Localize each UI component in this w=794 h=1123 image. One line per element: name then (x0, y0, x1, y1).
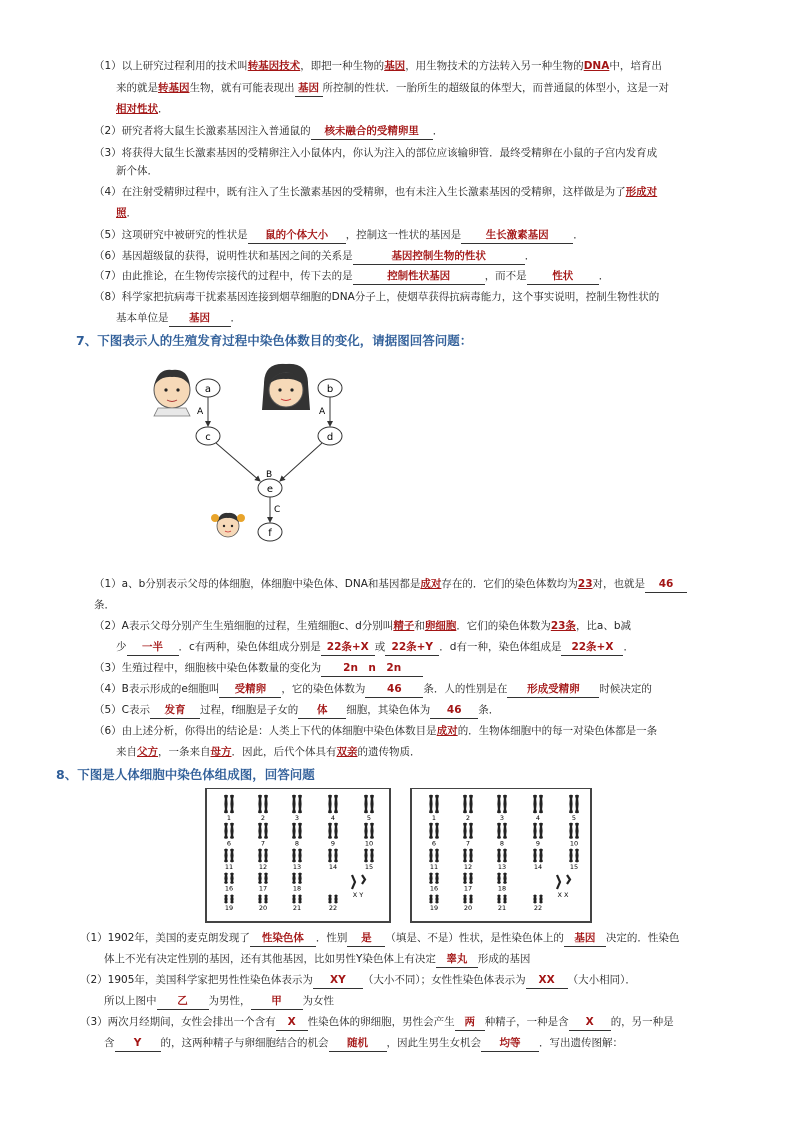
chromosome-number: 20 (258, 904, 268, 912)
s1-q8-line2: 基本单位是 基因 ． (116, 310, 241, 327)
edge-label-A1: A (197, 407, 204, 417)
chromosome (231, 823, 233, 839)
sex-chromosome (567, 875, 570, 884)
chromosome-pair (293, 895, 301, 912)
chromosome (225, 823, 227, 839)
s1-q1-line1: （1）以上研究过程利用的技术叫转基因技术，即把一种生物的基因，用生物技术的方法转入另一种生物的DNA中，培育出 (94, 60, 662, 72)
chromosome-number: 1 (431, 814, 437, 822)
answer: 精子 (393, 620, 415, 632)
answer: 成对 (420, 578, 442, 590)
chromosome-pair (293, 873, 301, 893)
chromosome (576, 795, 578, 813)
chromosome (436, 873, 438, 884)
answer-blank: 形成受精卵 (507, 681, 599, 698)
chromosome (265, 849, 267, 862)
chromosome (265, 895, 267, 903)
chromosome-number: 17 (258, 884, 268, 893)
sex-chromosome-label: X Y (352, 891, 364, 899)
chromosome-pair (430, 795, 438, 822)
answer-blank: X (276, 1014, 308, 1031)
answer-blank: 是 (347, 930, 385, 947)
chromosome (576, 849, 578, 862)
answer: 转基因技术 (247, 60, 301, 72)
chromosome-number: 3 (499, 814, 505, 822)
chromosome-pair (498, 895, 506, 912)
chromosome-pair (430, 873, 438, 893)
s1-q4-line1: （4）在注射受精卵过程中，既有注入了生长激素基因的受精卵，也有未注入生长激素基因的受精卵，这样做是为了形成对 (94, 186, 658, 198)
chromosome-pair (259, 895, 267, 912)
chromosome-number: 6 (226, 839, 232, 848)
chromosome (504, 873, 506, 884)
answer-blank: 生长激素基因 (461, 227, 573, 244)
chromosome (299, 795, 301, 813)
section-8-title: 8、下图是人体细胞中染色体组成图，回答问题 (56, 767, 315, 782)
s8-q3-line2: 含 Y 的，这两种精子与卵细胞结合的机会 随机 ，因此生男生女机会 均等 ．写出遗传图解： (104, 1035, 623, 1052)
chromosome (430, 849, 432, 862)
chromosome (470, 823, 472, 839)
chromosome-number: 2 (260, 814, 266, 822)
chromosome-pair (293, 849, 301, 871)
chromosome-pair (225, 795, 233, 822)
chromosome-number: 18 (497, 884, 507, 893)
chromosome (265, 873, 267, 884)
chromosome (293, 895, 295, 903)
chromosome (259, 895, 261, 903)
chromosome (299, 873, 301, 884)
node-f-label: f (268, 528, 272, 539)
chromosome (504, 849, 506, 862)
chromosome-pair (329, 849, 337, 871)
chromosome (534, 849, 536, 862)
chromosome (371, 823, 373, 839)
chromosome-number: 17 (463, 884, 473, 893)
sex-chromosome (557, 875, 560, 889)
chromosome (259, 823, 261, 839)
chromosome (498, 795, 500, 813)
chromosome (293, 849, 295, 862)
chromosome-number: 12 (463, 863, 473, 871)
answer-blank: 2n n 2n (321, 660, 423, 677)
chromosome-pair (225, 823, 233, 848)
chromosome (430, 795, 432, 813)
chromosome (540, 895, 542, 903)
chromosome (365, 795, 367, 813)
chromosome (329, 895, 331, 903)
answer: 成对 (436, 725, 458, 737)
answer-blank: 22条+Y (385, 639, 439, 656)
chromosome (365, 823, 367, 839)
answer: 母方 (210, 746, 232, 758)
chromosome (576, 823, 578, 839)
chromosome (430, 895, 432, 903)
answer: 23条 (550, 620, 576, 632)
karyotype-right (410, 788, 592, 923)
node-d-label: d (326, 432, 334, 443)
s8-q2-line1: （2）1905年，美国科学家把男性性染色体表示为 XY （大小不同）；女性性染色体表示为 XX （大小相同）． (80, 972, 636, 989)
child-face-icon (211, 513, 245, 537)
chromosome (293, 873, 295, 884)
chromosome (335, 895, 337, 903)
chromosome-number: 11 (224, 863, 234, 871)
sex-chromosomes (352, 875, 365, 899)
s1-q7: （7）由此推论，在生物传宗接代的过程中，传下去的是 控制性状基因 ，而不是 性状 ． (94, 268, 609, 285)
chromosome-number: 5 (366, 814, 372, 822)
chromosome-pair (570, 849, 578, 871)
answer-blank: 22条+X (561, 639, 623, 656)
edge-label-B: B (266, 470, 273, 480)
chromosome (231, 795, 233, 813)
s7-q6-line1: （6）由上述分析，你得出的结论是：人类上下代的体细胞中染色体数目是成对的．生物体细胞中的每一对染色体都是一条 (94, 725, 658, 737)
chromosome (335, 849, 337, 862)
chromosome (498, 823, 500, 839)
s7-q4: （4）B表示形成的e细胞叫 受精卵 ，它的染色体数为 46 条．人的性别是在 形成受精卵 时候决定的 (94, 681, 652, 698)
s1-q5: （5）这项研究中被研究的性状是 鼠的个体大小 ，控制这一性状的基因是 生长激素基因 ． (94, 227, 584, 244)
answer-blank: 核未融合的受精卵里 (311, 123, 433, 140)
chromosome-number: 14 (533, 863, 543, 871)
chromosome-pair (430, 823, 438, 848)
chromosome-pair (570, 795, 578, 822)
answer-blank: 甲 (251, 993, 303, 1010)
chromosome (436, 823, 438, 839)
chromosome (299, 895, 301, 903)
chromosome-number: 18 (292, 884, 302, 893)
chromosome-number: 10 (569, 839, 579, 848)
edge-label-C: C (274, 505, 281, 515)
answer-blank: 均等 (481, 1035, 539, 1052)
chromosome (299, 849, 301, 862)
chromosome (498, 849, 500, 862)
s7-q1-line2: 条． (94, 599, 115, 611)
chromosome-pair (259, 795, 267, 822)
chromosome (259, 795, 261, 813)
chromosome-number: 4 (535, 814, 541, 822)
chromosome-pair (464, 823, 472, 848)
chromosome-pair (225, 895, 233, 912)
chromosome-number: 15 (569, 863, 579, 871)
answer: 23 (577, 578, 593, 590)
mother-face-icon (262, 364, 310, 410)
chromosome (570, 823, 572, 839)
s7-q1-line1: （1）a、b分别表示父母的体细胞，体细胞中染色体、DNA和基因都是成对存在的．它们的染色体数均为23对，也就是 46 (94, 576, 687, 593)
chromosome-number: 7 (260, 839, 266, 848)
s7-q2-line2: 少 一半 ．c有两种，染色体组成分别是 22条+X 或 22条+Y ．d有一种，染色体组成是 22条+X ． (116, 639, 634, 656)
answer-blank: 性染色体 (250, 930, 316, 947)
node-e-label: e (266, 484, 274, 495)
answer-blank: 46 (365, 681, 423, 698)
chromosome (329, 795, 331, 813)
chromosome (464, 873, 466, 884)
answer-blank: 随机 (329, 1035, 387, 1052)
answer: 基因 (384, 60, 406, 72)
reproduction-diagram (140, 362, 380, 548)
answer: 卵细胞 (424, 620, 457, 632)
answer-blank: X (569, 1014, 611, 1031)
chromosome (329, 823, 331, 839)
chromosome-pair (534, 895, 542, 912)
chromosome-pair (225, 849, 233, 871)
answer-blank: 46 (645, 576, 687, 593)
answer-blank: 46 (430, 702, 478, 719)
chromosome (231, 895, 233, 903)
chromosome-number: 5 (571, 814, 577, 822)
s7-q3: （3）生殖过程中，细胞核中染色体数量的变化为 2n n 2n (94, 660, 423, 677)
section-7-title: 7、下图表示人的生殖发育过程中染色体数目的变化，请据图回答问题： (76, 333, 473, 348)
chromosome-pair (259, 823, 267, 848)
chromosome-pair (534, 849, 542, 871)
chromosome (534, 795, 536, 813)
chromosome (464, 823, 466, 839)
answer: DNA (583, 60, 610, 72)
chromosome-number: 3 (294, 814, 300, 822)
chromosome-pair (329, 895, 337, 912)
chromosome-number: 15 (364, 863, 374, 871)
s1-q4-line2: 照． (116, 207, 137, 219)
chromosome-pair (464, 895, 472, 912)
chromosome-pair (534, 823, 542, 848)
chromosome-pair (498, 849, 506, 871)
chromosome (265, 795, 267, 813)
chromosome-number: 13 (292, 863, 302, 871)
chromosome (470, 873, 472, 884)
chromosome (436, 895, 438, 903)
s1-q2: （2）研究者将大鼠生长激素基因注入普通鼠的 核未融合的受精卵里 ． (94, 123, 443, 140)
chromosome-number: 19 (429, 904, 439, 912)
chromosome (430, 873, 432, 884)
chromosome-pair (329, 795, 337, 822)
sex-chromosomes (557, 875, 570, 899)
answer-blank: 鼠的个体大小 (248, 227, 346, 244)
answer-blank: 发育 (150, 702, 200, 719)
chromosome-pair (464, 795, 472, 822)
chromosome-number: 13 (497, 863, 507, 871)
s1-q3-line1: （3）将获得大鼠生长激素基因的受精卵注入小鼠体内，你认为注入的部位应该输卵管．最终受精卵在小鼠的子宫内发育成 (94, 147, 658, 159)
chromosome-pair (365, 823, 373, 848)
s8-q3-line1: （3）两次月经期间，女性会排出一个含有 X 性染色体的卵细胞，男性会产生 两 种精子，一种是含 X 的，另一种是 (80, 1014, 674, 1031)
chromosome-number: 14 (328, 863, 338, 871)
chromosome-number: 22 (328, 904, 338, 912)
chromosome-pair (464, 873, 472, 893)
s8-q1-line2: 体上不光有决定性别的基因，还有其他基因，比如男性Y染色体上有决定 睾丸 形成的基因 (104, 951, 530, 968)
answer-blank: 体 (298, 702, 346, 719)
chromosome-number: 6 (431, 839, 437, 848)
chromosome-number: 1 (226, 814, 232, 822)
chromosome (225, 895, 227, 903)
sex-chromosome (362, 875, 365, 884)
chromosome-number: 20 (463, 904, 473, 912)
chromosome (259, 849, 261, 862)
chromosome (464, 895, 466, 903)
s1-q8-line1: （8）科学家把抗病毒干扰素基因连接到烟草细胞的DNA分子上，使烟草获得抗病毒能力，这个事实说明，控制生物性状的 (94, 291, 660, 303)
chromosome (265, 823, 267, 839)
chromosome-pair (365, 795, 373, 822)
chromosome-number: 11 (429, 863, 439, 871)
chromosome-number: 7 (465, 839, 471, 848)
chromosome (504, 895, 506, 903)
chromosome (464, 795, 466, 813)
s7-q5: （5）C表示 发育 过程，f细胞是子女的 体 细胞，其染色体为 46 条． (94, 702, 499, 719)
chromosome-pair (570, 823, 578, 848)
answer-blank: 睾丸 (436, 951, 478, 968)
chromosome-number: 8 (294, 839, 300, 848)
chromosome (225, 849, 227, 862)
s7-q6-line2: 来自父方，一条来自母方．因此，后代个体具有双亲的遗传物质． (116, 746, 421, 758)
chromosome (470, 849, 472, 862)
chromosome-number: 16 (429, 884, 439, 893)
chromosome-pair (430, 849, 438, 871)
node-c-label: c (205, 432, 211, 443)
chromosome (504, 823, 506, 839)
chromosome (540, 795, 542, 813)
chromosome-number: 21 (292, 904, 302, 912)
chromosome (293, 823, 295, 839)
karyotype-left (205, 788, 391, 923)
chromosome (225, 873, 227, 884)
answer-blank: 基因 (564, 930, 606, 947)
chromosome-pair (365, 849, 373, 871)
chromosome-number: 2 (465, 814, 471, 822)
chromosome-number: 8 (499, 839, 505, 848)
karyotype-left-image (207, 789, 389, 921)
chromosome (498, 895, 500, 903)
answer-blank: 基因控制生物的性状 (353, 248, 525, 265)
s1-q1-line2: 来的就是转基因生物，就有可能表现出 基因 所控制的性状．一胎所生的超级鼠的体型大，而普通鼠的体型小，这是一对 (116, 80, 669, 97)
answer-blank: 基因 (295, 80, 323, 97)
chromosome (498, 873, 500, 884)
sex-chromosome-label: X X (557, 891, 569, 899)
chromosome-pair (225, 873, 233, 893)
chromosome-number: 9 (330, 839, 336, 848)
answer-blank: Y (115, 1035, 161, 1052)
chromosome (293, 795, 295, 813)
chromosome-number: 12 (258, 863, 268, 871)
chromosome (259, 873, 261, 884)
chromosome (365, 849, 367, 862)
chromosome (470, 795, 472, 813)
chromosome-pair (498, 795, 506, 822)
chromosome-number: 21 (497, 904, 507, 912)
chromosome-number: 19 (224, 904, 234, 912)
karyotype-right-image (412, 789, 590, 921)
chromosome (335, 823, 337, 839)
s1-q1-line3: 相对性状． (116, 103, 169, 115)
answer-blank: 基因 (169, 310, 231, 327)
answer: 照 (116, 207, 127, 219)
answer: 转基因 (158, 82, 190, 94)
answer: 相对性状 (116, 103, 158, 115)
chromosome-number: 10 (364, 839, 374, 848)
answer: 双亲 (336, 746, 358, 758)
edge-d-e (280, 443, 322, 481)
chromosome (299, 823, 301, 839)
node-a-label: a (204, 384, 212, 395)
chromosome-pair (293, 823, 301, 848)
chromosome (371, 795, 373, 813)
s1-q3-line2: 新个体． (116, 165, 158, 177)
chromosome-pair (430, 895, 438, 912)
chromosome-number: 16 (224, 884, 234, 893)
answer-blank: 一半 (127, 639, 179, 656)
answer-blank: XY (313, 972, 363, 989)
answer: 父方 (137, 746, 158, 758)
chromosome (430, 823, 432, 839)
node-b-label: b (326, 384, 334, 395)
father-face-icon (154, 370, 190, 416)
chromosome-number: 9 (535, 839, 541, 848)
answer-blank: XX (526, 972, 568, 989)
answer-blank: 两 (455, 1014, 485, 1031)
chromosome-pair (498, 873, 506, 893)
chromosome (225, 795, 227, 813)
chromosome (570, 849, 572, 862)
chromosome-pair (293, 795, 301, 822)
chromosome (464, 849, 466, 862)
s8-q1-line1: （1）1902年，美国的麦克朗发现了 性染色体 ．性别 是 （填是、不是）性状，是性染色体上的 基因 决定的．性染色 (80, 930, 679, 947)
chromosome (329, 849, 331, 862)
edge-label-A2: A (319, 407, 326, 417)
chromosome-pair (498, 823, 506, 848)
answer-blank: 性状 (527, 268, 599, 285)
chromosome-number: 4 (330, 814, 336, 822)
chromosome-number: 22 (533, 904, 543, 912)
s1-q6: （6）基因超级鼠的获得，说明性状和基因之间的关系是 基因控制生物的性状 ． (94, 248, 535, 265)
chromosome (335, 795, 337, 813)
chromosome (534, 823, 536, 839)
chromosome (231, 873, 233, 884)
answer-blank: 乙 (157, 993, 209, 1010)
chromosome-pair (259, 849, 267, 871)
chromosome (436, 795, 438, 813)
chromosome-pair (329, 823, 337, 848)
answer: 形成对 (625, 186, 658, 198)
chromosome-pair (259, 873, 267, 893)
chromosome (470, 895, 472, 903)
chromosome (371, 849, 373, 862)
chromosome-pair (534, 795, 542, 822)
chromosome (436, 849, 438, 862)
chromosome (231, 849, 233, 862)
chromosome (534, 895, 536, 903)
edge-c-e (216, 443, 260, 481)
answer-blank: 22条+X (321, 639, 375, 656)
sex-chromosome (352, 875, 355, 889)
answer-blank: 受精卵 (219, 681, 281, 698)
answer-blank: 控制性状基因 (353, 268, 485, 285)
chromosome (504, 795, 506, 813)
chromosome (540, 823, 542, 839)
s7-q2-line1: （2）A表示父母分别产生生殖细胞的过程，生殖细胞c、d分别叫精子和卵细胞．它们的染色体数为23条，比a、b减 (94, 620, 632, 632)
chromosome (540, 849, 542, 862)
s8-q2-line2: 所以上图中 乙 为男性， 甲 为女性 (104, 993, 334, 1010)
chromosome-pair (464, 849, 472, 871)
chromosome (570, 795, 572, 813)
